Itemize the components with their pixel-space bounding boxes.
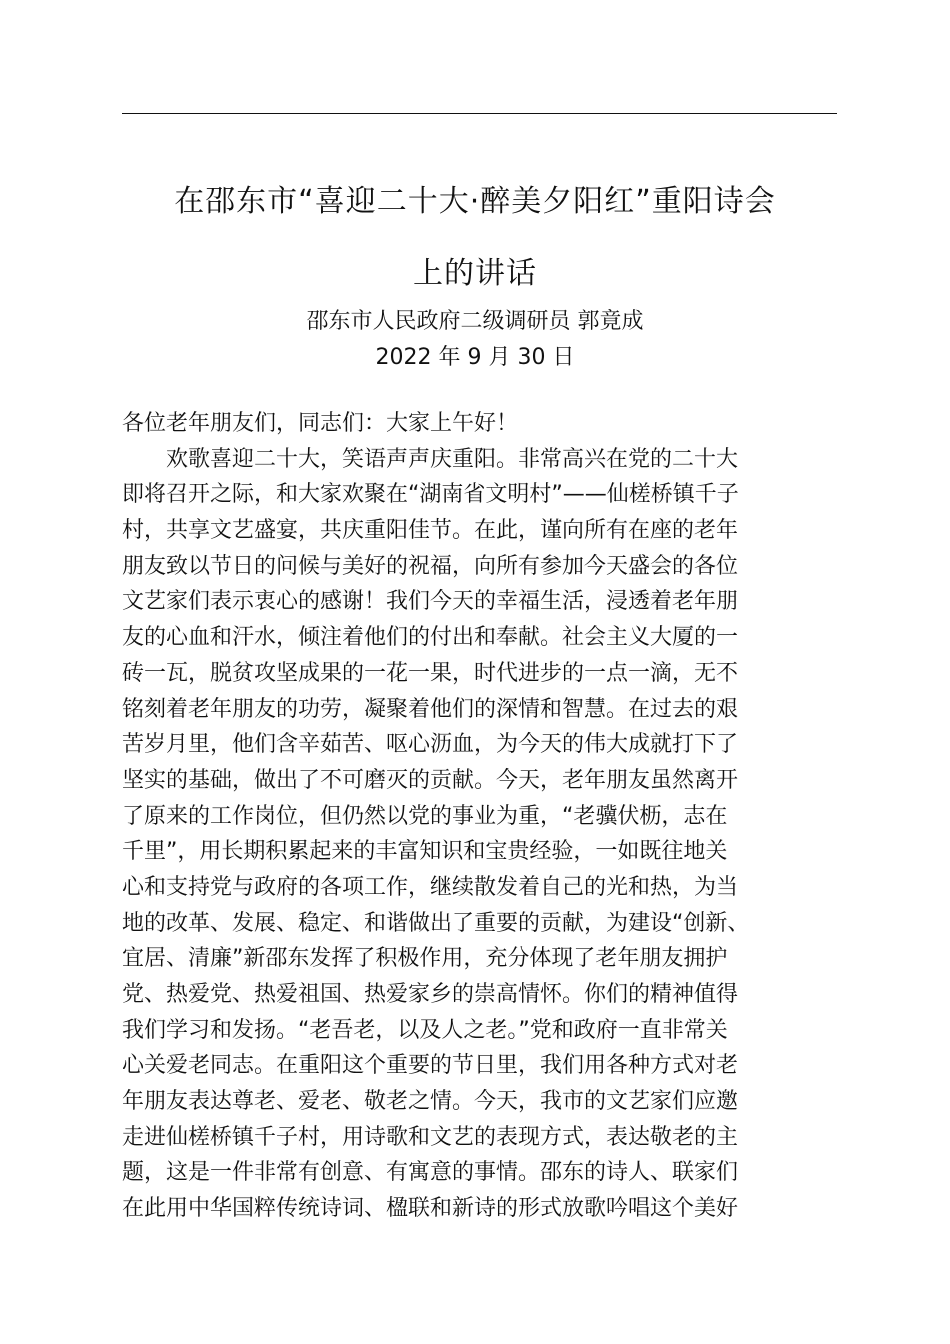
body-line: 即将召开之际，和大家欢聚在“湖南省文明村”——仙槎桥镇千子 xyxy=(122,482,739,508)
body-line: 在此用中华国粹传统诗词、楹联和新诗的形式放歌吟唱这个美好 xyxy=(122,1196,739,1222)
body-line: 心关爱老同志。在重阳这个重要的节日里，我们用各种方式对老 xyxy=(122,1053,739,1079)
body-line: 走进仙槎桥镇千子村，用诗歌和文艺的表现方式，表达敬老的主 xyxy=(122,1124,739,1150)
body-line: 了原来的工作岗位，但仍然以党的事业为重，“老骥伏枥，志在 xyxy=(122,803,728,829)
speech-body xyxy=(122,406,838,1227)
body-line: 砖一瓦，脱贫攻坚成果的一花一果，时代进步的一点一滴，无不 xyxy=(122,660,739,686)
body-line: 年朋友表达尊老、爱老、敬老之情。今天，我市的文艺家们应邀 xyxy=(122,1089,739,1115)
body-line: 苦岁月里，他们含辛茹苦、呕心沥血，为今天的伟大成就打下了 xyxy=(122,732,739,758)
body-line: 铭刻着老年朋友的功劳，凝聚着他们的深情和智慧。在过去的艰 xyxy=(122,696,739,722)
body-line: 题，这是一件非常有创意、有寓意的事情。邵东的诗人、联家们 xyxy=(122,1160,739,1186)
body-line: 文艺家们表示衷心的感谢！我们今天的幸福生活，浸透着老年朋 xyxy=(122,589,739,615)
body-line: 坚实的基础，做出了不可磨灭的贡献。今天，老年朋友虽然离开 xyxy=(122,767,739,793)
author-line: 邵东市人民政府二级调研员 郭竟成 xyxy=(306,309,644,334)
body-line: 我们学习和发扬。“老吾老，以及人之老。”党和政府一直非常关 xyxy=(122,1017,728,1043)
body-line: 友的心血和汗水，倾注着他们的付出和奉献。社会主义大厦的一 xyxy=(122,625,739,651)
document-title-line-2: 上的讲话 xyxy=(413,256,537,291)
body-line: 宜居、清廉”新邵东发挥了积极作用，充分体现了老年朋友拥护 xyxy=(122,946,728,972)
body-line: 朋友致以节日的问候与美好的祝福，向所有参加今天盛会的各位 xyxy=(122,553,739,579)
header-rule xyxy=(122,113,837,114)
body-line: 欢歌喜迎二十大，笑语声声庆重阳。非常高兴在党的二十大 xyxy=(122,446,739,472)
body-line: 村，共享文艺盛宴，共庆重阳佳节。在此，谨向所有在座的老年 xyxy=(122,518,739,544)
body-line: 千里”，用长期积累起来的丰富知识和宝贵经验，一如既往地关 xyxy=(122,839,728,865)
body-line: 心和支持党与政府的各项工作，继续散发着自己的光和热，为当 xyxy=(122,874,739,900)
date-line: 2022 年 9 月 30 日 xyxy=(375,345,575,370)
document-title-line-1: 在邵东市“喜迎二十大·醉美夕阳红”重阳诗会 xyxy=(174,184,776,219)
body-line: 地的改革、发展、稳定、和谐做出了重要的贡献，为建设“创新、 xyxy=(122,910,750,936)
body-line: 党、热爱党、热爱祖国、热爱家乡的崇高情怀。你们的精神值得 xyxy=(122,982,739,1007)
body-line: 各位老年朋友们，同志们：大家上午好！ xyxy=(122,411,519,436)
